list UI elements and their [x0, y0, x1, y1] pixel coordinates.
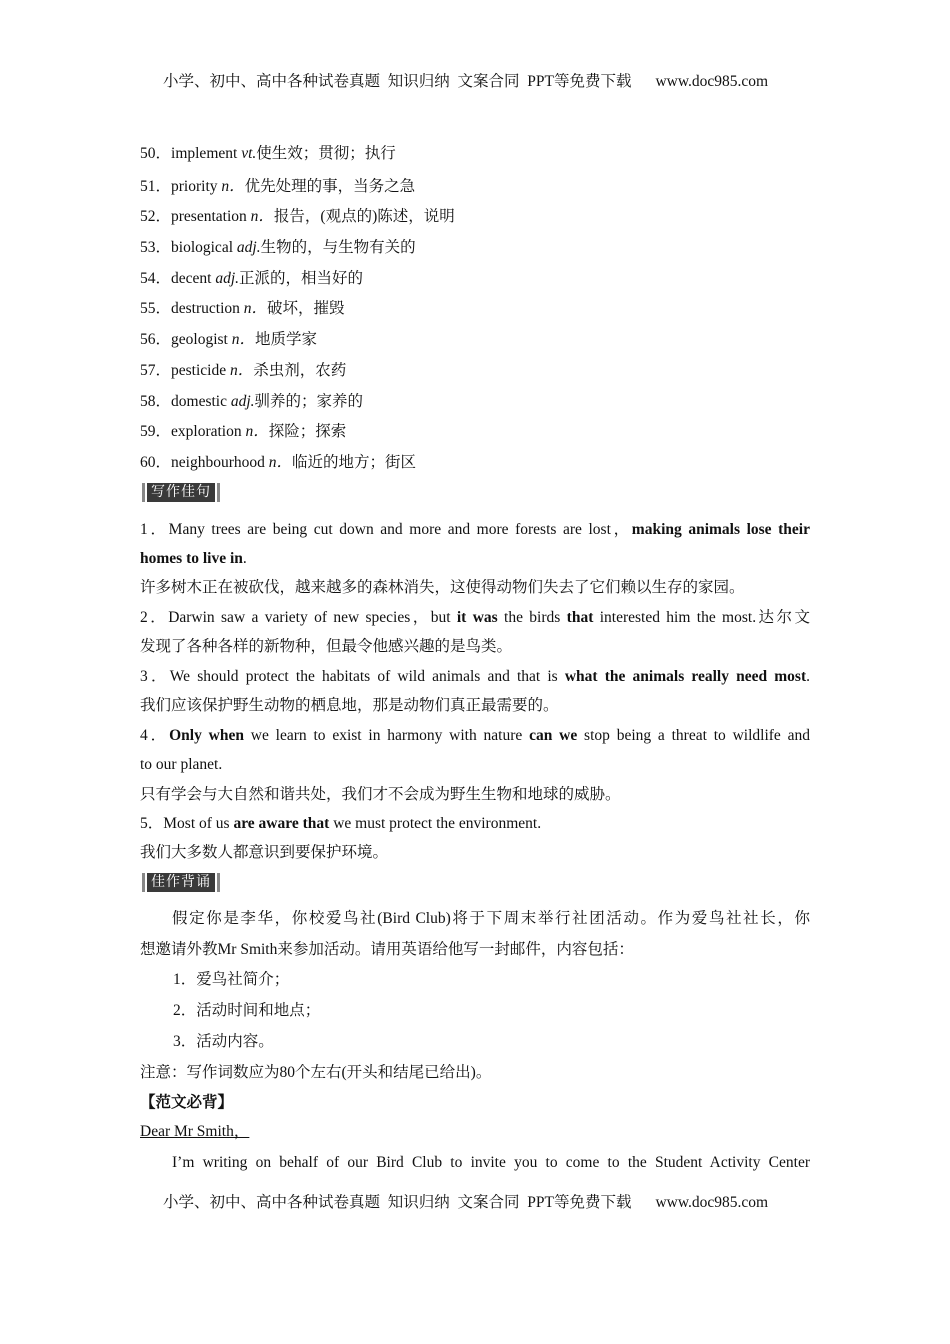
vocab-meaning: 使生效；贯彻；执行 — [256, 145, 396, 162]
text-segment: Only when — [169, 727, 244, 744]
text-segment: Dear Mr Smith， — [140, 1123, 250, 1140]
vocab-word: decent — [171, 270, 216, 287]
text-line — [140, 578, 745, 598]
section-label-text: 佳作背诵 — [147, 873, 215, 892]
section-label-model-essay — [140, 873, 222, 892]
part-of-speech: adj. — [230, 393, 255, 410]
item-number: 53． — [140, 239, 172, 256]
label-bar — [142, 483, 145, 502]
footer-url: www.doc985.com — [655, 1194, 769, 1211]
vocab-word: presentation — [171, 208, 251, 225]
vocab-item — [140, 299, 345, 319]
text-segment: 5．Most of us — [140, 815, 234, 832]
text-segment: we must protect the environment. — [329, 815, 542, 832]
text-line — [140, 696, 559, 716]
text-line — [140, 785, 621, 805]
item-number: 50． — [140, 145, 172, 162]
text-segment: are aware that — [233, 815, 330, 832]
page-header — [163, 69, 768, 91]
part-of-speech: n． — [250, 208, 274, 225]
text-segment: to our planet. — [140, 756, 223, 773]
text-segment: 2．活动时间和地点； — [173, 1002, 321, 1019]
vocab-item — [140, 453, 416, 473]
text-line — [173, 1032, 274, 1052]
text-segment: that — [566, 609, 594, 626]
text-line — [140, 814, 541, 834]
text-segment: 注意：写作词数应为80个左右(开头和结尾已给出)。 — [140, 1064, 492, 1081]
vocab-word: priority — [171, 178, 222, 195]
vocab-meaning: 优先处理的事，当务之急 — [244, 178, 416, 195]
part-of-speech: n． — [231, 331, 255, 348]
text-segment: 1．Many trees are being cut down and more and more forests are lost， — [140, 521, 632, 538]
vocab-item — [140, 207, 455, 227]
vocab-meaning: 杀虫剂，农药 — [253, 362, 347, 379]
page-footer — [163, 1190, 768, 1212]
section-label-text: 写作佳句 — [147, 483, 215, 502]
label-bar — [217, 483, 220, 502]
label-bar — [217, 873, 220, 892]
vocab-word: biological — [171, 239, 237, 256]
item-number: 51． — [140, 178, 172, 195]
part-of-speech: n． — [268, 454, 293, 471]
text-segment: 想邀请外教Mr Smith来参加活动。请用英语给他写一封邮件，内容包括： — [140, 941, 634, 958]
vocab-word: domestic — [171, 393, 231, 410]
vocab-meaning: 报告，(观点的)陈述，说明 — [273, 208, 455, 225]
vocab-meaning: 驯养的；家养的 — [254, 393, 364, 410]
text-line — [140, 755, 222, 775]
part-of-speech: n． — [245, 423, 269, 440]
text-segment: . — [242, 550, 247, 567]
text-segment: making animals lose their — [631, 521, 810, 538]
text-segment: interested him the most.达尔文 — [593, 609, 810, 626]
text-segment: I’m writing on behalf of our Bird Club to invite you to come to the Student Activity Center — [172, 1154, 810, 1171]
text-segment: 1．爱鸟社简介； — [173, 971, 290, 988]
text-segment: 【范文必背】 — [140, 1094, 234, 1111]
text-segment: 许多树木正在被砍伐，越来越多的森林消失，这使得动物们失去了它们赖以生存的家园。 — [140, 579, 745, 596]
vocab-word: implement — [171, 145, 242, 162]
vocab-word: geologist — [171, 331, 232, 348]
text-line — [140, 637, 512, 657]
text-segment: 3．活动内容。 — [173, 1033, 274, 1050]
item-number: 55． — [140, 300, 172, 317]
vocab-meaning: 破坏，摧毁 — [267, 300, 345, 317]
text-line — [140, 1063, 491, 1083]
text-line — [140, 608, 810, 628]
header-text: 小学、初中、高中各种试卷真题 知识归纳 文案合同 PPT等免费下载 — [163, 73, 632, 90]
vocab-word: neighbourhood — [171, 454, 269, 471]
vocab-item — [140, 238, 416, 258]
item-number: 57． — [140, 362, 172, 379]
text-line — [140, 520, 810, 540]
part-of-speech: n． — [221, 178, 245, 195]
text-segment: 2．Darwin saw a variety of new species，but — [140, 609, 457, 626]
part-of-speech: n． — [243, 300, 268, 317]
text-line — [140, 549, 247, 569]
part-of-speech: adj. — [215, 270, 240, 287]
vocab-item — [140, 177, 415, 197]
text-segment: 4． — [140, 727, 170, 744]
item-number: 59． — [140, 423, 172, 440]
text-segment: 我们大多数人都意识到要保护环境。 — [140, 844, 389, 861]
vocab-item — [140, 392, 363, 412]
item-number: 54． — [140, 270, 172, 287]
part-of-speech: vt. — [241, 145, 257, 162]
part-of-speech: adj. — [236, 239, 261, 256]
text-line — [140, 1153, 810, 1173]
text-segment: it was — [456, 609, 498, 626]
vocab-meaning: 正派的，相当好的 — [239, 270, 364, 287]
text-segment: stop being a threat to wildlife and — [577, 727, 810, 744]
text-segment: homes to live in — [140, 550, 243, 567]
text-line — [173, 1001, 320, 1021]
text-segment: 只有学会与大自然和谐共处，我们才不会成为野生生物和地球的威胁。 — [140, 786, 621, 803]
label-bar — [142, 873, 145, 892]
text-line — [140, 667, 810, 687]
text-line — [140, 909, 810, 929]
item-number: 52． — [140, 208, 172, 225]
vocab-item — [140, 361, 346, 381]
text-line — [140, 843, 388, 863]
text-line — [140, 1093, 233, 1113]
text-line — [140, 940, 634, 960]
text-segment: 我们应该保护野生动物的栖息地，那是动物们真正最需要的。 — [140, 697, 559, 714]
text-segment: 发现了各种各样的新物种，但最令他感兴趣的是鸟类。 — [140, 638, 513, 655]
vocab-word: destruction — [171, 300, 244, 317]
text-segment: 假定你是李华，你校爱鸟社(Bird Club)将于下周末举行社团活动。作为爱鸟社社长，你 — [172, 910, 810, 927]
text-segment: 3．We should protect the habitats of wild animals and that is — [140, 668, 565, 685]
header-url: www.doc985.com — [655, 73, 769, 90]
vocab-item — [140, 144, 396, 164]
vocab-meaning: 生物的，与生物有关的 — [260, 239, 416, 256]
text-segment: . — [806, 668, 810, 685]
text-segment: the birds — [497, 609, 567, 626]
vocab-meaning: 临近的地方；街区 — [292, 454, 417, 471]
vocab-item — [140, 330, 317, 350]
vocab-meaning: 地质学家 — [255, 331, 318, 348]
vocab-item — [140, 422, 346, 442]
vocab-item — [140, 269, 363, 289]
part-of-speech: n． — [229, 362, 254, 379]
vocab-meaning: 探险；探索 — [268, 423, 347, 440]
section-label-writing-sentences — [140, 483, 222, 502]
text-line — [173, 970, 289, 990]
item-number: 56． — [140, 331, 172, 348]
item-number: 58． — [140, 393, 172, 410]
text-line — [140, 1122, 249, 1142]
text-line — [140, 726, 810, 746]
item-number: 60． — [140, 454, 172, 471]
text-segment: what the animals really need most — [564, 668, 807, 685]
text-segment: can we — [529, 727, 578, 744]
vocab-word: exploration — [171, 423, 246, 440]
footer-text: 小学、初中、高中各种试卷真题 知识归纳 文案合同 PPT等免费下载 — [163, 1194, 632, 1211]
text-segment: we learn to exist in harmony with nature — [243, 727, 530, 744]
vocab-word: pesticide — [171, 362, 230, 379]
